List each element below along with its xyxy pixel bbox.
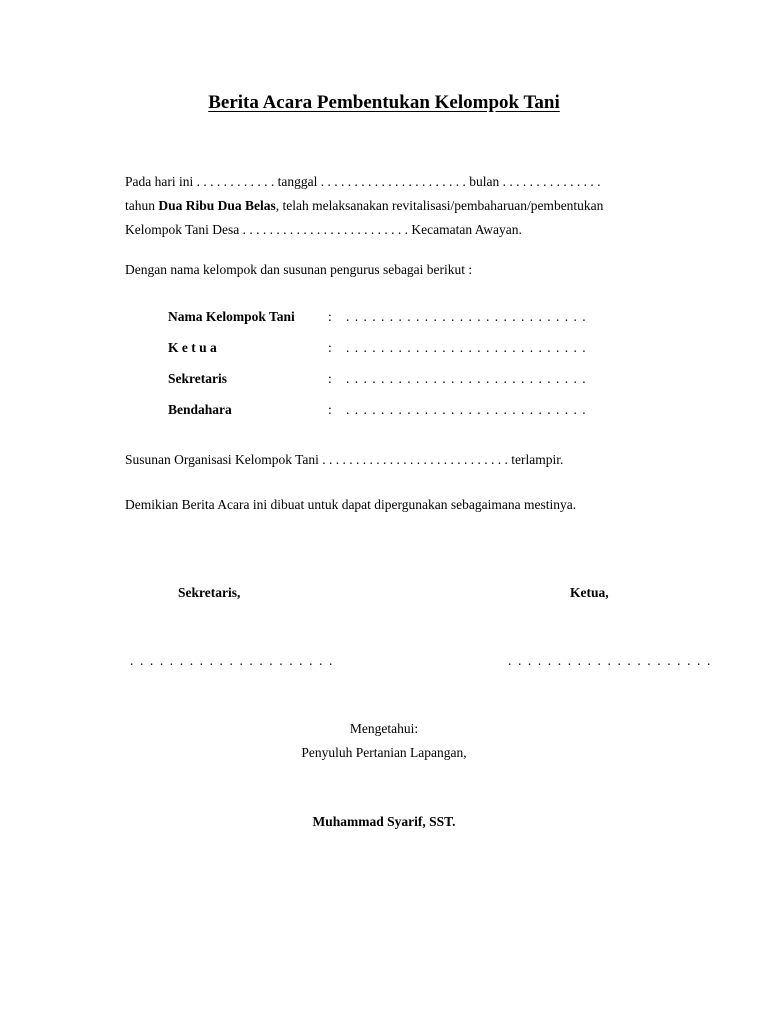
member-colon: : xyxy=(328,309,332,324)
susunan-paragraph: Susunan Organisasi Kelompok Tani . . . . . . . . . . . . . . . . . . . . . . . . . . . . terlampir. xyxy=(125,452,564,467)
year-text: Dua Ribu Dua Belas xyxy=(158,198,276,213)
member-row-sekretaris xyxy=(168,367,588,398)
intro-line-2-suffix: , telah melaksanakan revitalisasi/pembaharuan/pembentukan xyxy=(275,198,604,213)
member-label: Nama Kelompok Tani xyxy=(168,309,295,324)
intro-paragraph xyxy=(125,170,679,242)
signature-label-ketua: Ketua, xyxy=(570,585,609,600)
section-intro: Dengan nama kelompok dan susunan pengurus sebagai berikut : xyxy=(125,262,473,277)
members-list xyxy=(168,305,588,429)
member-value-blank: . . . . . . . . . . . . . . . . . . . . . . . . . . . . xyxy=(346,402,587,417)
member-value-blank: . . . . . . . . . . . . . . . . . . . . . . . . . . . . xyxy=(346,371,587,386)
intro-line-2-prefix: tahun xyxy=(125,198,155,213)
signature-line-sekretaris: . . . . . . . . . . . . . . . . . . . . . xyxy=(130,653,334,668)
closing-paragraph: Demikian Berita Acara ini dibuat untuk dapat dipergunakan sebagaimana mestinya. xyxy=(125,497,577,512)
member-colon: : xyxy=(328,340,332,355)
signature-label-sekretaris: Sekretaris, xyxy=(178,585,241,600)
member-row-bendahara xyxy=(168,398,588,429)
member-colon: : xyxy=(328,371,332,386)
approval-position: Penyuluh Pertanian Lapangan, xyxy=(301,745,467,760)
intro-line-1: Pada hari ini . . . . . . . . . . . . tanggal . . . . . . . . . . . . . . . . . . . . . . bulan . . . . . . . . . . . . . . . xyxy=(125,174,601,189)
approval-officer-name: Muhammad Syarif, SST. xyxy=(312,814,456,829)
member-label: Bendahara xyxy=(168,402,232,417)
intro-line-3: Kelompok Tani Desa . . . . . . . . . . . . . . . . . . . . . . . . . Kecamatan Awayan. xyxy=(125,222,522,237)
member-row-ketua xyxy=(168,336,588,367)
member-value-blank: . . . . . . . . . . . . . . . . . . . . . . . . . . . . xyxy=(346,340,587,355)
approval-heading: Mengetahui: xyxy=(349,721,419,736)
intro-line-2 xyxy=(125,194,679,218)
member-value-blank: . . . . . . . . . . . . . . . . . . . . . . . . . . . . xyxy=(346,309,587,324)
member-colon: : xyxy=(328,402,332,417)
signature-line-ketua: . . . . . . . . . . . . . . . . . . . . . xyxy=(508,653,712,668)
member-label: K e t u a xyxy=(168,340,217,355)
document-title: Berita Acara Pembentukan Kelompok Tani xyxy=(208,92,560,113)
member-label: Sekretaris xyxy=(168,371,227,386)
member-row-nama-kelompok xyxy=(168,305,588,336)
